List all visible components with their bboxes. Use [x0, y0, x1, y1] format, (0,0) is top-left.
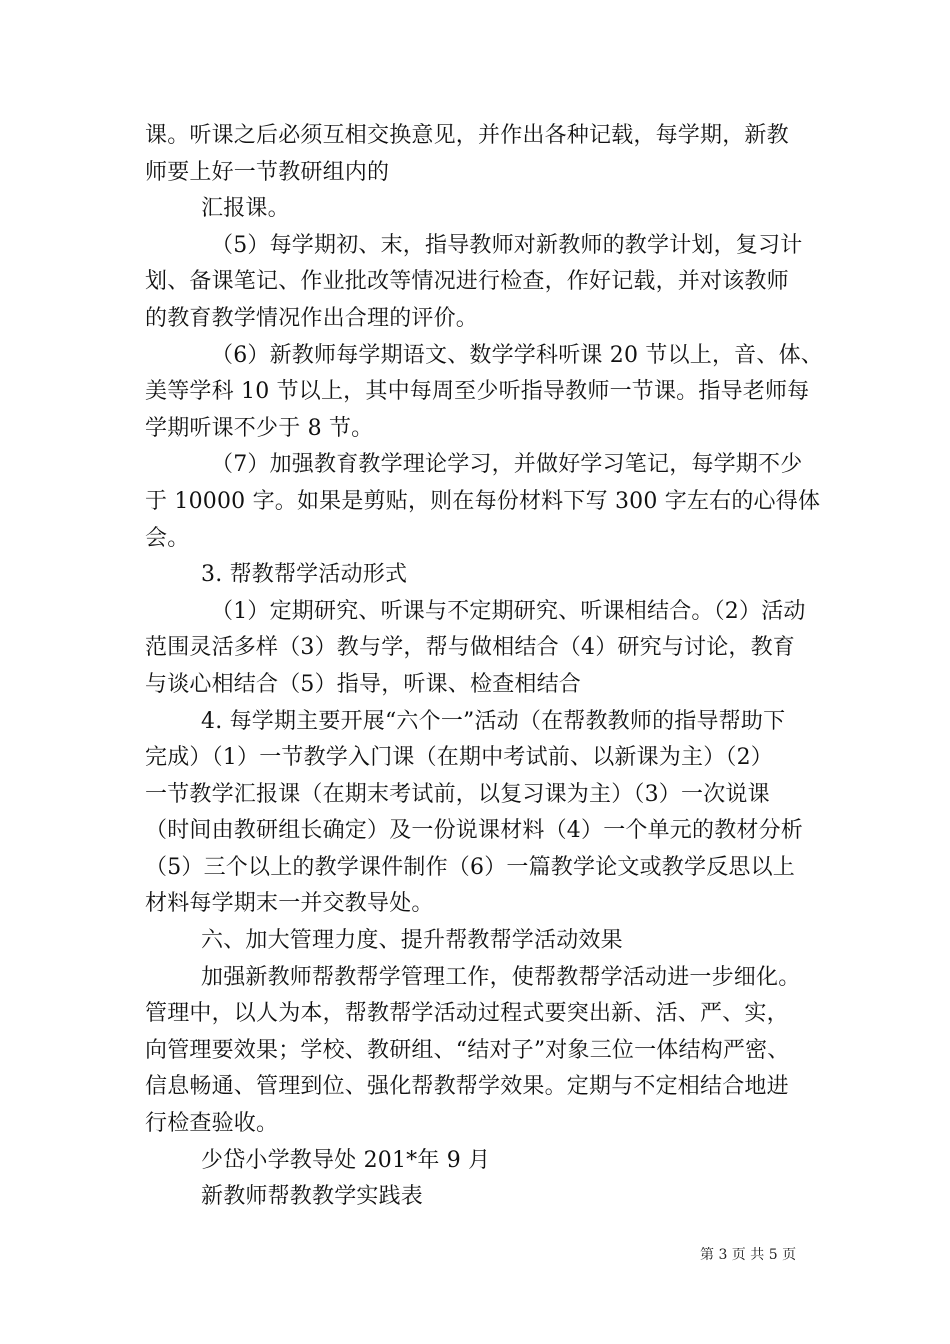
- text-line: 3. 帮教帮学活动形式: [201, 562, 408, 588]
- text-line: （7）加强教育教学理论学习，并做好学习笔记，每学期不少: [211, 452, 803, 478]
- page-number: 第 3 页 共 5 页: [700, 1247, 797, 1263]
- text-line: 与谈心相结合（5）指导，听课、检查相结合: [145, 671, 581, 697]
- text-line: 少岱小学教导处 201*年 9 月: [201, 1147, 491, 1173]
- text-line: 会。: [145, 525, 190, 551]
- text-line: 管理中，以人为本，帮教帮学活动过程式要突出新、活、严、实，: [145, 1001, 789, 1027]
- text-line: （6）新教师每学期语文、数学学科听课 20 节以上，音、体、: [211, 342, 823, 368]
- text-line: 划、备课笔记、作业批改等情况进行检查，作好记载，并对该教师: [145, 269, 789, 295]
- text-line: 美等学科 10 节以上，其中每周至少听指导教师一节课。指导老师每: [145, 379, 810, 405]
- text-line: 完成）（1）一节教学入门课（在期中考试前、以新课为主）（2）: [145, 745, 773, 771]
- text-line: 六、加大管理力度、提升帮教帮学活动效果: [201, 928, 623, 954]
- text-line: 向管理要效果；学校、教研组、“结对子”对象三位一体结构严密、: [145, 1037, 790, 1063]
- text-line: 课。听课之后必须互相交换意见，并作出各种记载，每学期，新教: [145, 123, 789, 148]
- text-line: （时间由教研组长确定）及一份说课材料（4）一个单元的教材分析: [145, 818, 803, 844]
- text-line: 材料每学期末一并交教导处。: [145, 891, 434, 917]
- text-line: 4. 每学期主要开展“六个一”活动（在帮教教师的指导帮助下: [201, 708, 786, 734]
- text-line: 的教育教学情况作出合理的评价。: [145, 305, 479, 331]
- text-line: 加强新教师帮教帮学管理工作，使帮教帮学活动进一步细化。: [201, 964, 801, 990]
- text-line: 于 10000 字。如果是剪贴，则在每份材料下写 300 字左右的心得体: [145, 488, 821, 514]
- text-line: 行检查验收。: [145, 1111, 279, 1137]
- text-line: （5）三个以上的教学课件制作（6）一篇教学论文或教学反思以上: [145, 854, 795, 880]
- text-line: 一节教学汇报课（在期末考试前，以复习课为主）（3）一次说课: [145, 781, 770, 807]
- text-line: 新教师帮教教学实践表: [201, 1184, 424, 1210]
- text-line: （1）定期研究、听课与不定期研究、听课相结合。（2）活动: [211, 598, 806, 624]
- text-line: 学期听课不少于 8 节。: [145, 415, 374, 441]
- text-line: 师要上好一节教研组内的: [145, 159, 390, 185]
- text-line: （5）每学期初、末，指导教师对新教师的教学计划，复习计: [211, 232, 803, 258]
- text-line: 信息畅通、管理到位、强化帮教帮学效果。定期与不定相结合地进: [145, 1074, 789, 1100]
- document-body: [145, 118, 823, 1216]
- text-line: 汇报课。: [201, 196, 290, 222]
- text-line: 范围灵活多样（3）教与学，帮与做相结合（4）研究与讨论，教育: [145, 635, 795, 661]
